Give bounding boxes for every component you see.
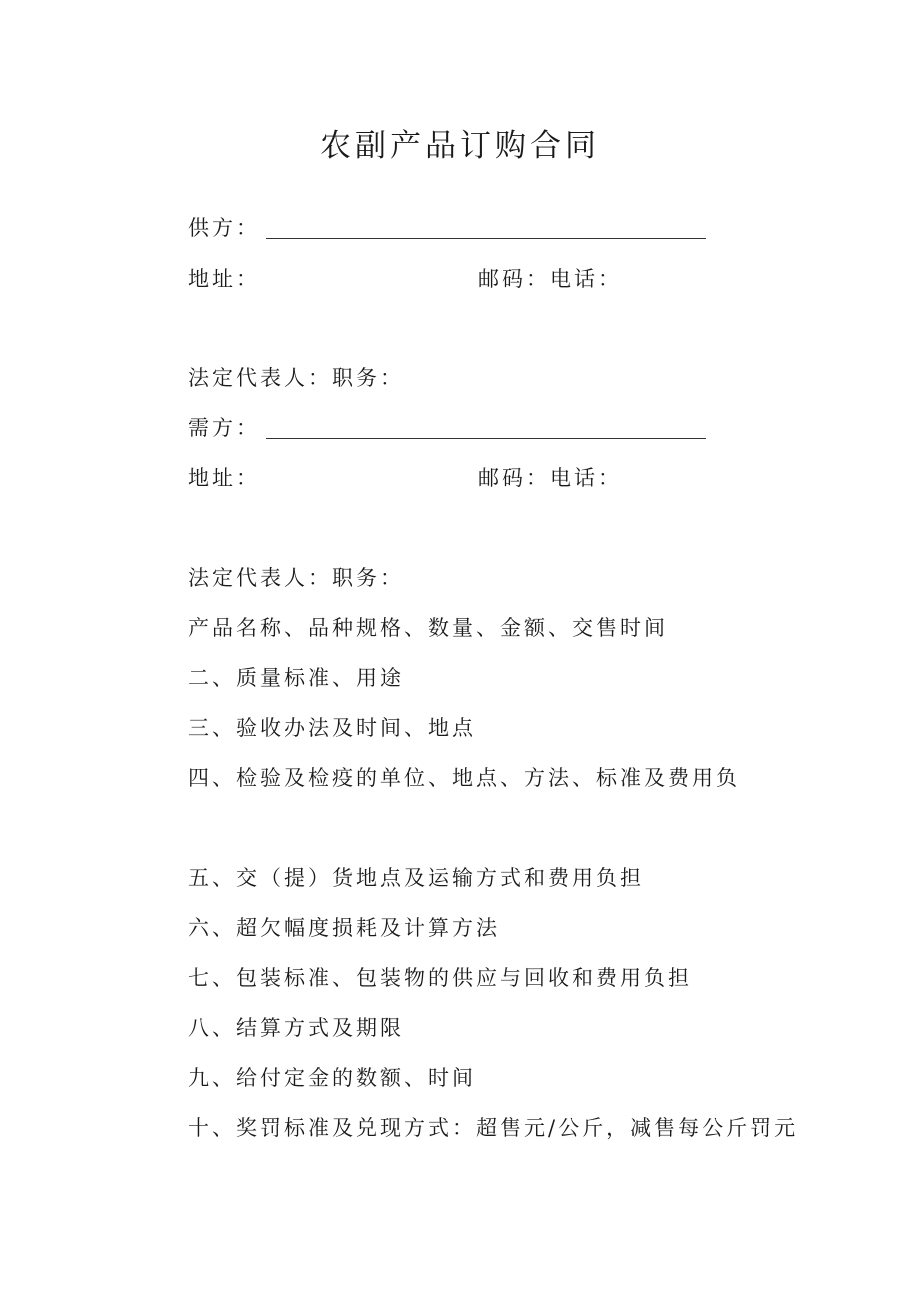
- buyer-blank-line: [266, 438, 706, 439]
- supplier-label: 供方：: [188, 216, 260, 240]
- clause-10: 十、奖罚标准及兑现方式：超售元/公斤，减售每公斤罚元: [188, 1116, 799, 1140]
- clause-5: 五、交（提）货地点及运输方式和费用负担: [188, 866, 644, 890]
- buyer-rep-label: 法定代表人：职务：: [188, 566, 404, 590]
- buyer-label: 需方：: [188, 416, 260, 440]
- supplier-blank-line: [266, 238, 706, 239]
- supplier-address-label: 地址：: [188, 267, 260, 291]
- clause-6: 六、超欠幅度损耗及计算方法: [188, 916, 500, 940]
- supplier-zip-phone-label: 邮码：电话：: [478, 267, 622, 291]
- clause-8: 八、结算方式及期限: [188, 1016, 404, 1040]
- buyer-address-label: 地址：: [188, 466, 260, 490]
- clause-4: 四、检验及检疫的单位、地点、方法、标准及费用负: [188, 766, 740, 790]
- buyer-zip-phone-label: 邮码：电话：: [478, 466, 622, 490]
- clause-3: 三、验收办法及时间、地点: [188, 716, 476, 740]
- clause-9: 九、给付定金的数额、时间: [188, 1066, 476, 1090]
- document-title: 农副产品订购合同: [320, 128, 600, 164]
- supplier-rep-label: 法定代表人：职务：: [188, 366, 404, 390]
- clause-2: 二、质量标准、用途: [188, 666, 404, 690]
- clause-1: 产品名称、品种规格、数量、金额、交售时间: [188, 616, 668, 640]
- clause-7: 七、包装标准、包装物的供应与回收和费用负担: [188, 966, 692, 990]
